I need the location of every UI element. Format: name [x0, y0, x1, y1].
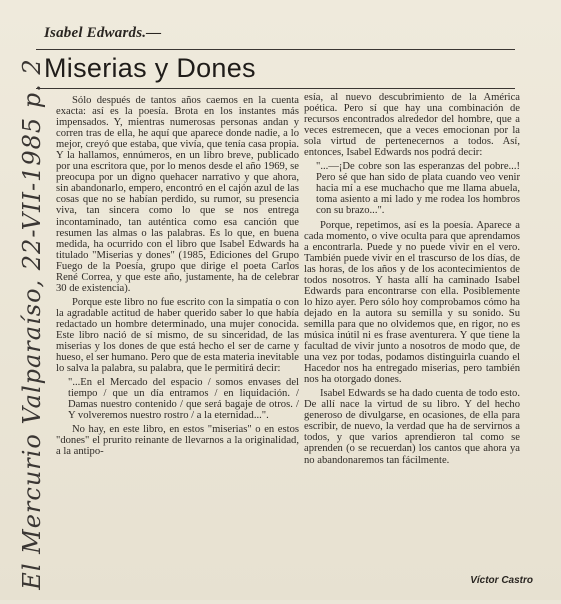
article-column-right: [304, 92, 520, 466]
author-signature: Víctor Castro: [470, 575, 533, 586]
paragraph: No hay, en este libro, en estos "miserias" o en estos "dones" el prurito reinante de llevarnos a la originalidad, a la antipo-: [56, 424, 299, 458]
paragraph: Sólo después de tantos años caemos en la cuenta exacta: así es la poesía. Brota en los instantes más impensados. Y, mientras numerosas personas andan y corren tras de ella, he aquí que aparece donde nadie, a lo mejor, creyó que estaba, que vivía, que tenía casa propia. Y la hallamos, ennúmeros, en un libro breve, publicado por una escritora que, por lo menos desde el año 1969, se preocupa por un digno quehacer narrativo y que ahora, sin abandonarlo, empero, encontró en el cajón azul de las cosas que no se habían perdido, su rumor, su presencia viva, tan sincera como lo que se nos entrega incontaminado, tan auténtica como esa canción que resumen las almas o las palabras. Es lo que, en buena medida, ha ocurrido con el libro que Isabel Edwards ha titulado "Miserias y dones" (1985, Ediciones del Grupo Fuego de la Poesía, grupo que dirige el poeta Carlos René Correa, y que este año, justamente, ha de celebrar 30 de existencia).: [56, 95, 299, 294]
paragraph: Isabel Edwards se ha dado cuenta de todo esto. De allí nace la virtud de su libro. Y del hecho generoso de divulgarse, en ocasiones, de ella para escribir, de nuevo, la verdad que ha de servirnos a todos, y que varios aprendieron tal como se aprenden (o se recuerdan) los cantos que ahora ya no abandonaremos tan fácilmente.: [304, 388, 520, 466]
title-rule: [36, 88, 515, 89]
paragraph: esía, al nuevo descubrimiento de la América poética. Pero sí que hay una combinación de recursos encontrados alrededor del hombre, que a veces estremecen, que a veces emocionan por la sola virtud de pertenecernos a todos. Así, entonces, Isabel Edwards nos podrá decir:: [304, 92, 520, 159]
article-title: Miserias y Dones: [44, 53, 256, 83]
author-label: Isabel Edwards.—: [44, 25, 162, 41]
paragraph: Porque este libro no fue escrito con la simpatía o con la agradable actitud de haber querido saber lo que había redactado un hombre determinado, una mujer conocida. Este libro nació de sí mismo, de su sinceridad, de las miserias y los dones de que está hecho el ser de carne y hueso, el ser humano. Pero que de esta materia inevitable lo salva la palabra, su palabra, que le permitirá decir:: [56, 296, 299, 375]
article-column-left: [56, 95, 299, 458]
paragraph: Porque, repetimos, así es la poesía. Aparece a cada momento, o vive oculta para que aprendamos a encontrarla. Puede y no puede vivir en el vero. También puede vivir en el trascurso de los días, de las horas, de los años y de los acontecimientos de todos nosotros. Y hasta allí ha caminado Isabel Edwards para encontrarse con ella. Posiblemente lo hizo ayer. Pero sólo hoy comprobamos cómo ha dejado en la autora su semilla y su sonido. Su semilla para que no olvidemos que, en rigor, no es música inútil ni es frase aventurera. Y que tiene la facultad de vivir junto a nosotros de modo que, de una vez por todas, podamos distinguirla cuando el Hacedor nos ha entregado miserias, pero también nos ha otorgado dones.: [304, 219, 520, 386]
top-rule: [36, 49, 515, 50]
poem-quote: "...En el Mercado del espacio / somos envases del tiempo / que un día entramos / en liquidación. / Damas nuestro contenido / que será bagaje de otros. / Y volveremos nuestro rostro / a la eternidad...".: [68, 377, 299, 422]
handwritten-source-note: El Mercurio Valparaíso, 22-VII-1985 p. 2: [18, 58, 46, 590]
poem-quote: "...—¡De cobre son las esperanzas del pobre...! Pero sé que han sido de plata cuando veo venir hacia mí a ese muchacho que me llama abuela, toma asiento a mi lado y me rodea los hombros con su brazo...".: [316, 161, 520, 217]
